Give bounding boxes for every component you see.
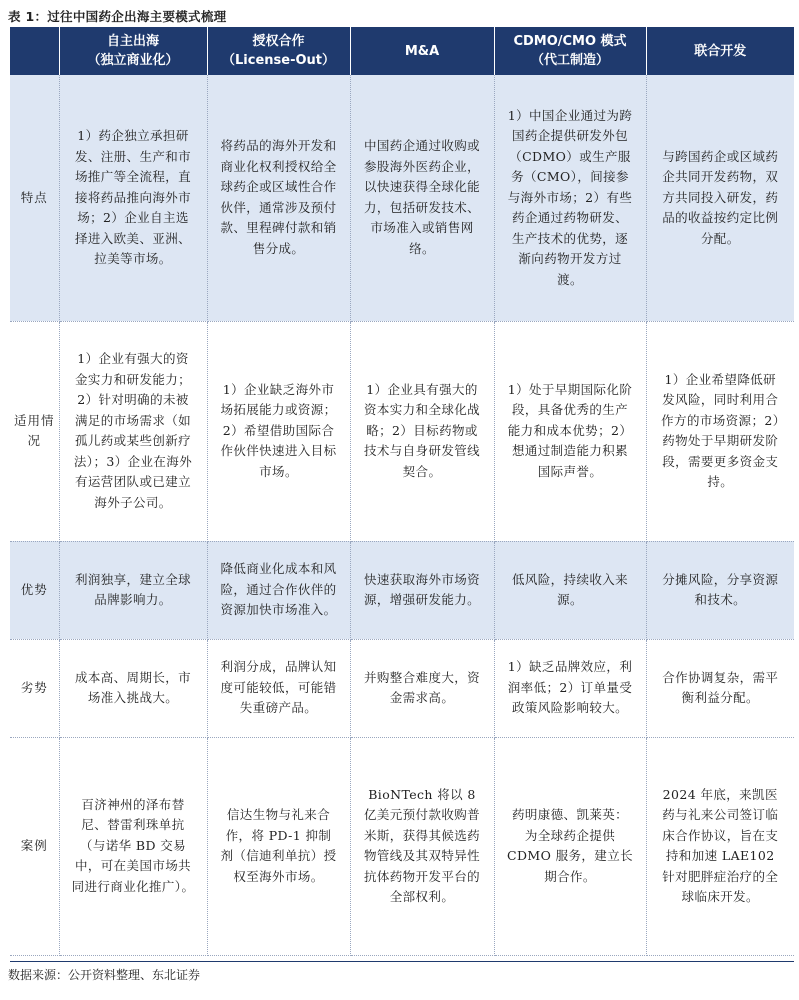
table-cell: 1）处于早期国际化阶段，具备优秀的生产能力和成本优势；2）想通过制造能力积累国际声誉。 [494,321,646,541]
table-cell: 1）企业具有强大的资本实力和全球化战略；2）目标药物或技术与自身研发管线契合。 [350,321,494,541]
table-cell: 将药品的海外开发和商业化权利授权给全球药企或区域性合作伙伴，通常涉及预付款、里程碑付款和销售分成。 [207,75,350,321]
table-cell: 1）缺乏品牌效应，利润率低；2）订单量受政策风险影响较大。 [494,639,646,737]
header-line2: （License-Out） [222,53,335,68]
header-license-out [207,27,350,75]
header-line1: CDMO/CMO 模式 [513,34,627,49]
header-line1: 自主出海 [106,34,159,49]
header-line2: （独立商业化） [87,53,179,68]
header-row [10,27,794,75]
row-label: 适用情况 [10,321,59,541]
row-label: 劣势 [10,639,59,737]
table-cell: 药明康德、凯莱英：为全球药企提供 CDMO 服务，建立长期合作。 [494,737,646,955]
table-cell: 分摊风险，分享资源和技术。 [646,541,794,639]
table-cell: 1）企业希望降低研发风险，同时利用合作方的市场资源；2）药物处于早期研发阶段，需要更多资金支持。 [646,321,794,541]
header-co-development [646,27,794,75]
table-cell: 1）企业缺乏海外市场拓展能力或资源；2）希望借助国际合作伙伴快速进入目标市场。 [207,321,350,541]
header-line1: M&A [404,43,440,59]
table-cell: 与跨国药企或区域药企共同开发药物，双方共同投入研发，药品的收益按约定比例分配。 [646,75,794,321]
table-caption: 表 1：过往中国药企出海主要模式梳理 [8,9,227,24]
row-advantages [10,541,794,639]
table-cell: 1）企业有强大的资金实力和研发能力；2）针对明确的未被满足的市场需求（如孤儿药或某些创新疗法）；3）企业在海外有运营团队或已建立海外子公司。 [59,321,207,541]
comparison-table [10,27,794,956]
table-cell: 1）药企独立承担研发、注册、生产和市场推广等全流程，直接将药品推向海外市场；2）企业自主选择进入欧美、亚洲、拉美等市场。 [59,75,207,321]
row-cases [10,737,794,955]
row-label: 优势 [10,541,59,639]
table-cell: 并购整合难度大，资金需求高。 [350,639,494,737]
header-mna [350,27,494,75]
table-cell: 中国药企通过收购或参股海外医药企业，以快速获得全球化能力，包括研发技术、市场准入或销售网络。 [350,75,494,321]
row-features [10,75,794,321]
header-line1: 联合开发 [694,43,747,59]
header-line2: （代工制造） [530,53,609,68]
table-cell: 利润独享，建立全球品牌影响力。 [59,541,207,639]
row-disadvantages [10,639,794,737]
header-self-launch [59,27,207,75]
row-label: 特点 [10,75,59,321]
data-source-note: 数据来源：公开资料整理、东北证券 [8,968,201,982]
row-applicable [10,321,794,541]
table-cell: 降低商业化成本和风险，通过合作伙伴的资源加快市场准入。 [207,541,350,639]
table-cell: 2024 年底，来凯医药与礼来公司签订临床合作协议，旨在支持和加速 LAE102 针对肥胖症治疗的全球临床开发。 [646,737,794,955]
header-line1: 授权合作 [252,34,305,49]
table-cell: 快速获取海外市场资源，增强研发能力。 [350,541,494,639]
table-cell: 成本高、周期长，市场准入挑战大。 [59,639,207,737]
table-cell: BioNTech 将以 8 亿美元预付款收购普米斯，获得其候选药物管线及其双特异性抗体药物开发平台的全部权利。 [350,737,494,955]
table-cell: 信达生物与礼来合作，将 PD-1 抑制剂（信迪利单抗）授权至海外市场。 [207,737,350,955]
table-cell: 低风险，持续收入来源。 [494,541,646,639]
table-cell: 合作协调复杂，需平衡利益分配。 [646,639,794,737]
table-cell: 利润分成，品牌认知度可能较低，可能错失重磅产品。 [207,639,350,737]
row-label: 案例 [10,737,59,955]
table-cell: 1）中国企业通过为跨国药企提供研发外包（CDMO）或生产服务（CMO），间接参与海外市场；2）有些药企通过药物研发、生产技术的优势，逐渐向药物开发方过渡。 [494,75,646,321]
bottom-rule [10,961,794,962]
table-cell: 百济神州的泽布替尼、替雷利珠单抗（与诺华 BD 交易中，可在美国市场共同进行商业化推广）。 [59,737,207,955]
header-cdmo-cmo [494,27,646,75]
header-corner [10,27,59,75]
